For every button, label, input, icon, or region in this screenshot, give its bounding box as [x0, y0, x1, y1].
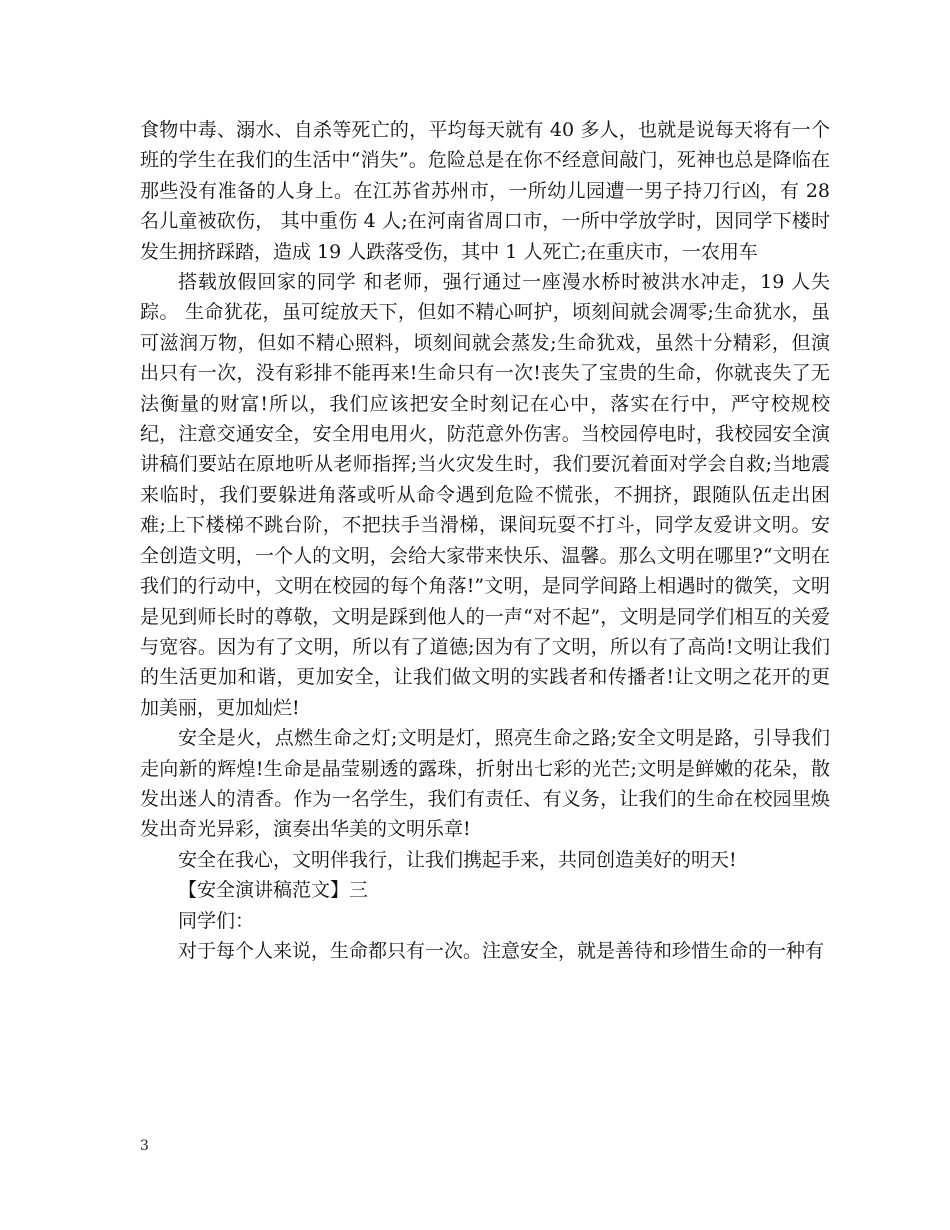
paragraph-3: 安全是火，点燃生命之灯;文明是灯，照亮生命之路;安全文明是路，引导我们走向新的辉煌!生命是晶莹剔透的露珠，折射出七彩的光芒;文明是鲜嫩的花朵，散发出迷人的清香。作为一名学生，我们有责任、有义务，让我们的生命在校园里焕发出奇光异彩，演奏出华美的文明乐章! [140, 727, 830, 841]
body-text [140, 115, 830, 966]
section-heading: 【安全演讲稿范文】三 [178, 879, 369, 902]
paragraph-1: 食物中毒、溺水、自杀等死亡的，平均每天就有 40 多人，也就是说每天将有一个班的学生在我们的生活中“消失”。危险总是在你不经意间敲门，死神也总是降临在那些没有准备的人身上。在江苏省苏州市，一所幼儿园遭一男子持刀行凶，有 28 名儿童被砍伤， 其中重伤 4 人;在河南省周口市，一所中学放学时，因同学下楼时发生拥挤踩踏，造成 19 人跌落受伤，其中 1 人死亡;在重庆市，一农用车 [140, 119, 830, 263]
paragraph-2: 搭载放假回家的同学 和老师，强行通过一座漫水桥时被洪水冲走，19 人失踪。 生命犹花，虽可绽放天下，但如不精心呵护，顷刻间就会凋零;生命犹水，虽可滋润万物，但如不精心照料，顷刻间就会蒸发;生命犹戏，虽然十分精彩，但演出只有一次，没有彩排不能再来!生命只有一次!丧失了宝贵的生命，你就丧失了无法衡量的财富!所以，我们应该把安全时刻记在心中，落实在行中，严守校规校纪，注意交通安全，安全用电用火，防范意外伤害。当校园停电时，我校园安全演讲稿们要站在原地听从老师指挥;当火灾发生时，我们要沉着面对学会自救;当地震来临时，我们要躲进角落或听从命令遇到危险不慌张，不拥挤，跟随队伍走出困难;上下楼梯不跳台阶，不把扶手当滑梯，课间玩耍不打斗，同学友爱讲文明。安全创造文明，一个人的文明，会给大家带来快乐、温馨。那么文明在哪里?“文明在我们的行动中，文明在校园的每个角落!”文明，是同学间路上相遇时的微笑，文明是见到师长时的尊敬，文明是踩到他人的一声“对不起”，文明是同学们相互的关爱与宽容。因为有了文明，所以有了道德;因为有了文明，所以有了高尚!文明让我们的生活更加和谐，更加安全，让我们做文明的实践者和传播者!让文明之花开的更加美丽，更加灿烂! [140, 271, 830, 719]
salutation: 同学们： [178, 909, 255, 932]
page-number: 3 [140, 1138, 149, 1154]
paragraph-5: 对于每个人来说，生命都只有一次。注意安全，就是善待和珍惜生命的一种有 [178, 939, 825, 962]
paragraph-4: 安全在我心，文明伴我行，让我们携起手来，共同创造美好的明天! [178, 848, 737, 871]
